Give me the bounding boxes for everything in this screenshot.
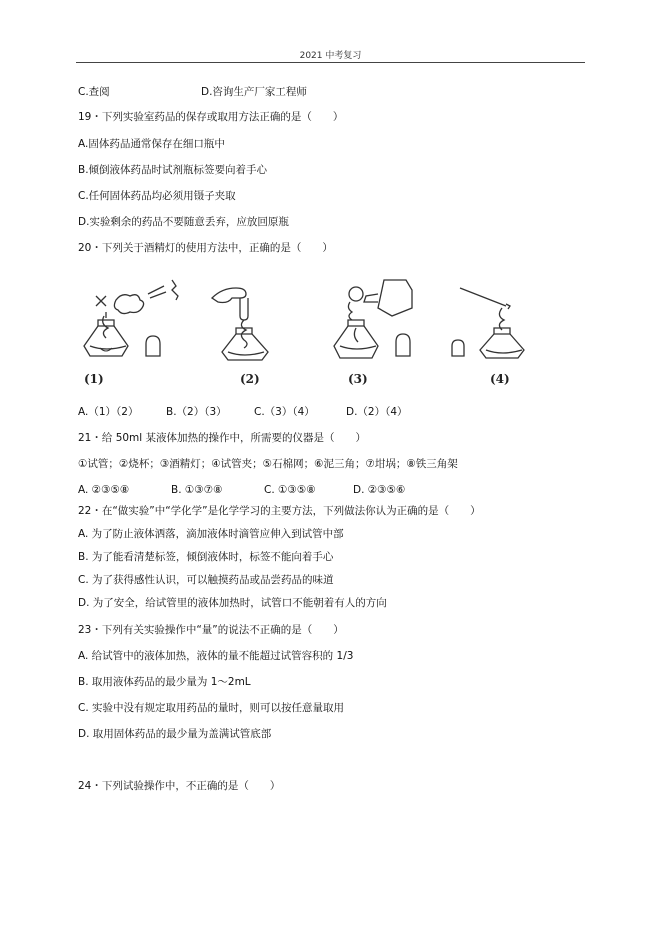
- figure-4: [446, 272, 556, 392]
- q20-option-d: D.（2）（4）: [346, 406, 408, 418]
- q21-stem: 21・给 50ml 某液体加热的操作中，所需要的仪器是（ ）: [78, 432, 367, 444]
- q18-option-d: D.咨询生产厂家工程师: [201, 86, 307, 98]
- q22-option-b: B. 为了能看清楚标签，倾倒液体时，标签不能向着手心: [78, 551, 334, 563]
- q20-option-a: A.（1）（2）: [78, 406, 139, 418]
- figure-3: [326, 272, 436, 392]
- q22-option-d: D. 为了安全，给试管里的液体加热时，试管口不能朝着有人的方向: [78, 597, 387, 609]
- q19-option-a: A.固体药品通常保存在细口瓶中: [78, 138, 225, 150]
- figure-2: [206, 272, 316, 392]
- q22-option-c: C. 为了获得感性认识，可以触摸药品或品尝药品的味道: [78, 574, 334, 586]
- q23-option-a: A. 给试管中的液体加热，液体的量不能超过试管容积的 1/3: [78, 650, 354, 662]
- q19-option-c: C.任何固体药品均必须用镊子夹取: [78, 190, 236, 202]
- q19-option-b: B.倾倒液体药品时试剂瓶标签要向着手心: [78, 164, 268, 176]
- q19-option-d: D.实验剩余的药品不要随意丢弃，应放回原瓶: [78, 216, 289, 228]
- match-lighting-drawing: [446, 272, 556, 372]
- q21-items: ①试管；②烧杯；③酒精灯；④试管夹；⑤石棉网；⑥泥三角；⑦坩埚；⑧铁三角架: [78, 458, 458, 470]
- alcohol-lamp-figures: [76, 272, 556, 392]
- figure-2-label: (2): [240, 372, 260, 386]
- q18-options: [78, 85, 307, 99]
- q22-stem: 22・在“做实验”中“学化学”是化学学习的主要方法，下列做法你认为正确的是（ ）: [78, 505, 481, 517]
- q24-stem: 24・下列试验操作中，不正确的是（ ）: [78, 780, 281, 792]
- figure-1-label: (1): [84, 372, 104, 386]
- q21-option-d: D. ②③⑤⑥: [353, 484, 406, 496]
- q20-options: [78, 405, 408, 419]
- q21-option-b: B. ①③⑦⑧: [171, 484, 223, 496]
- q20-stem: 20・下列关于酒精灯的使用方法中，正确的是（ ）: [78, 242, 333, 254]
- q23-option-b: B. 取用液体药品的最少量为 1～2mL: [78, 676, 251, 688]
- q22-option-a: A. 为了防止液体洒落，滴加液体时滴管应伸入到试管中部: [78, 528, 344, 540]
- filling-lamp-drawing: [326, 272, 436, 372]
- q21-options: [78, 483, 405, 497]
- q21-option-a: A. ②③⑤⑧: [78, 484, 130, 496]
- capping-lamp-drawing: [206, 272, 316, 372]
- q21-option-c: C. ①③⑤⑧: [264, 484, 316, 496]
- header-rule: [76, 62, 585, 63]
- figure-1: [76, 272, 186, 392]
- figure-3-label: (3): [348, 372, 368, 386]
- q23-option-d: D. 取用固体药品的最少量为盖满试管底部: [78, 728, 272, 740]
- q18-option-c: C.查阅: [78, 86, 110, 98]
- q23-stem: 23・下列有关实验操作中“量”的说法不正确的是（ ）: [78, 624, 344, 636]
- blowing-lamp-drawing: [76, 272, 186, 372]
- q23-option-c: C. 实验中没有规定取用药品的量时，则可以按任意量取用: [78, 702, 345, 714]
- page-header: 2021 中考复习: [299, 51, 362, 61]
- q20-option-b: B.（2）（3）: [166, 406, 227, 418]
- q20-option-c: C.（3）（4）: [254, 406, 315, 418]
- q19-stem: 19・下列实验室药品的保存或取用方法正确的是（ ）: [78, 111, 344, 123]
- figure-4-label: (4): [490, 372, 510, 386]
